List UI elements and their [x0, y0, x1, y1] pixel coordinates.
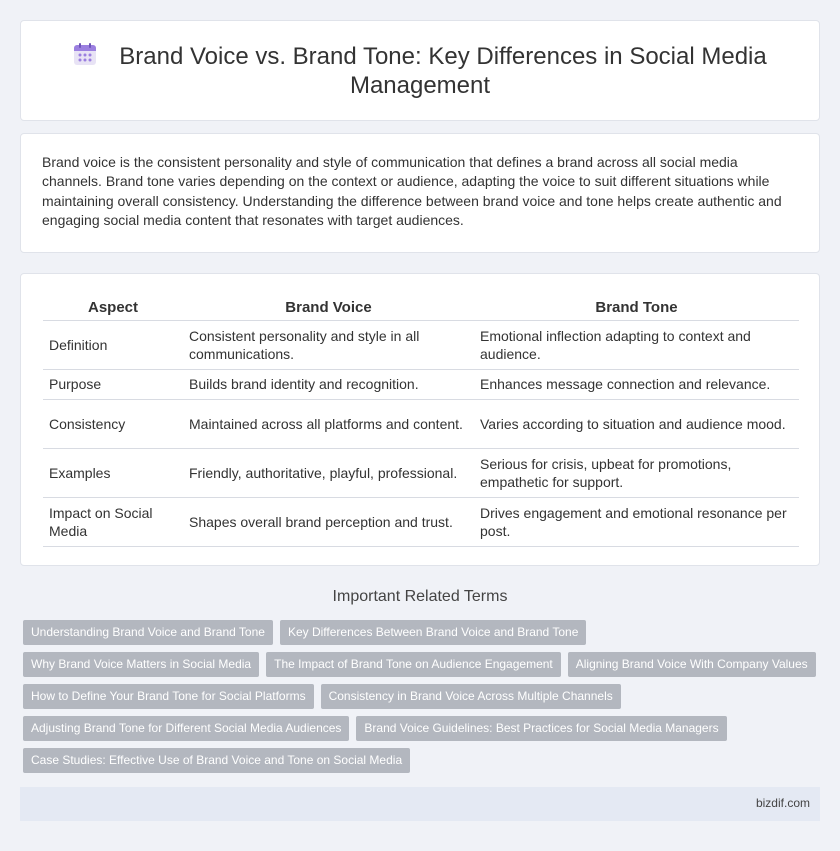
footer-site-link[interactable]: bizdif.com — [755, 796, 810, 810]
header-brand-tone: Brand Tone — [474, 296, 799, 320]
intro-card — [20, 133, 820, 253]
footer-bar — [20, 787, 820, 821]
cell-voice: Consistent personality and style in all communications. — [183, 320, 474, 369]
cell-tone: Varies according to situation and audience mood. — [474, 399, 799, 448]
table-row — [43, 448, 799, 497]
related-term-tag[interactable]: How to Define Your Brand Tone for Social Platforms — [23, 684, 314, 709]
table-row — [43, 399, 799, 448]
cell-voice: Shapes overall brand perception and trust. — [183, 497, 474, 546]
cell-aspect: Impact on Social Media — [43, 497, 183, 546]
cell-aspect: Consistency — [43, 399, 183, 448]
related-term-tag[interactable]: Aligning Brand Voice With Company Values — [568, 652, 816, 677]
comparison-table — [43, 296, 799, 547]
cell-tone: Enhances message connection and relevance. — [474, 369, 799, 399]
related-term-tag[interactable]: Adjusting Brand Tone for Different Social Media Audiences — [23, 716, 349, 741]
table-row — [43, 320, 799, 369]
cell-aspect: Purpose — [43, 369, 183, 399]
cell-aspect: Definition — [43, 320, 183, 369]
cell-voice: Builds brand identity and recognition. — [183, 369, 474, 399]
cell-tone: Drives engagement and emotional resonance per post. — [474, 497, 799, 546]
cell-tone: Serious for crisis, upbeat for promotions, empathetic for support. — [474, 448, 799, 497]
page-title: Brand Voice vs. Brand Tone: Key Differences in Social Media Management — [119, 43, 767, 99]
table-header-row — [43, 296, 799, 320]
cell-voice: Friendly, authoritative, playful, professional. — [183, 448, 474, 497]
related-terms-list — [23, 620, 823, 780]
related-term-tag[interactable]: Understanding Brand Voice and Brand Tone — [23, 620, 273, 645]
related-term-tag[interactable]: Brand Voice Guidelines: Best Practices for Social Media Managers — [356, 716, 726, 741]
related-terms-title: Important Related Terms — [332, 588, 508, 605]
header-aspect: Aspect — [43, 296, 183, 320]
table-row — [43, 369, 799, 399]
page-title-wrap — [21, 42, 819, 100]
related-term-tag[interactable]: Consistency in Brand Voice Across Multiple Channels — [321, 684, 621, 709]
cell-aspect: Examples — [43, 448, 183, 497]
table-row — [43, 497, 799, 546]
intro-paragraph: Brand voice is the consistent personality and style of communication that defines a brand across all social media channels. Brand tone varies depending on the context or audience, adapting the voice to suit different situations while maintaining overall consistency. Understanding the difference between brand voice and tone helps create authentic and engaging social media content that resonates with target audiences. — [42, 154, 782, 228]
calendar-icon — [73, 42, 97, 66]
comparison-table-card — [20, 273, 820, 566]
header-card — [20, 20, 820, 121]
header-brand-voice: Brand Voice — [183, 296, 474, 320]
cell-voice: Maintained across all platforms and content. — [183, 399, 474, 448]
cell-tone: Emotional inflection adapting to context and audience. — [474, 320, 799, 369]
related-term-tag[interactable]: Key Differences Between Brand Voice and Brand Tone — [280, 620, 586, 645]
related-term-tag[interactable]: Why Brand Voice Matters in Social Media — [23, 652, 259, 677]
related-term-tag[interactable]: Case Studies: Effective Use of Brand Voice and Tone on Social Media — [23, 748, 410, 773]
related-term-tag[interactable]: The Impact of Brand Tone on Audience Engagement — [266, 652, 561, 677]
